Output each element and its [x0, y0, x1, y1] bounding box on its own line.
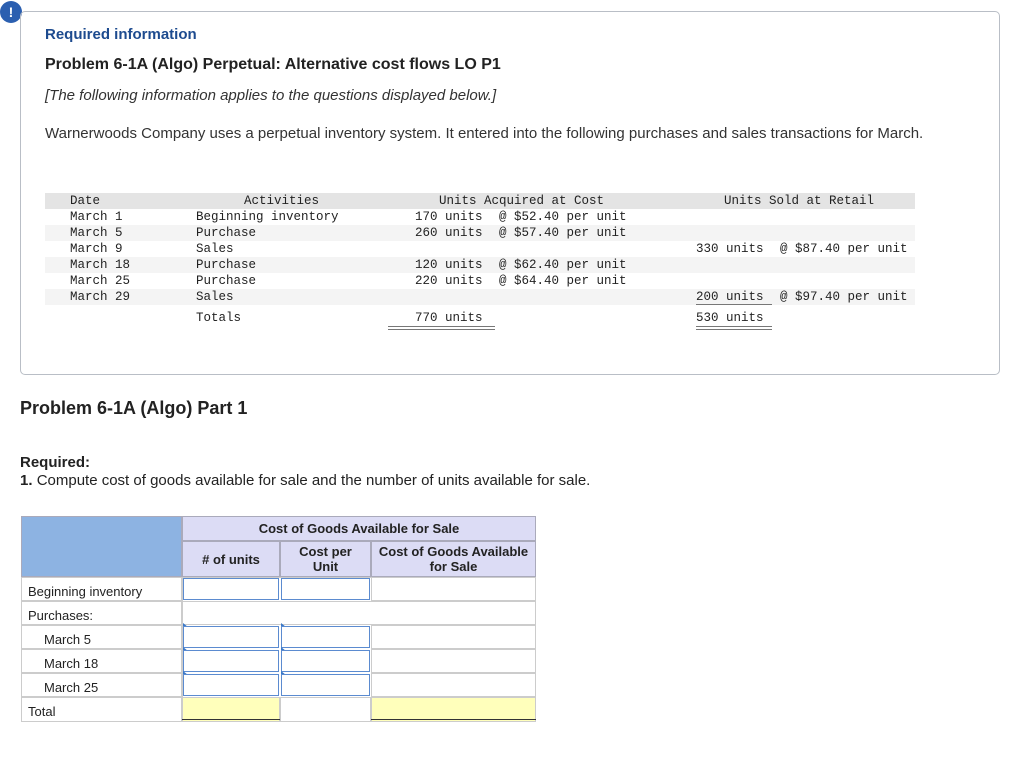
row-date: March 29	[70, 290, 131, 304]
col-header-date: Date	[70, 194, 101, 208]
row-acquired-units: 220 units	[415, 274, 483, 288]
cogas-cell-march5	[371, 625, 536, 649]
sold-underline	[696, 304, 772, 305]
required-info-heading: Required information	[45, 26, 197, 43]
col-cogas-header	[371, 541, 536, 577]
row-label-text: Total	[28, 704, 56, 719]
row-acquired-units: 170 units	[415, 210, 483, 224]
required-label: Required:	[20, 454, 91, 471]
col-units-label: # of units	[202, 551, 260, 567]
row-activity: Sales	[196, 290, 234, 304]
row-acquired-cost: @ $64.40 per unit	[499, 274, 627, 288]
units-input-beginning[interactable]	[183, 578, 279, 600]
row-sold-units: 330 units	[696, 242, 764, 256]
col-cogas-label: Cost of Goods Available for Sale	[378, 544, 529, 574]
totals-acquired: 770 units	[415, 311, 483, 325]
cost-per-unit-input-march5[interactable]	[281, 626, 370, 648]
row-label-text: Beginning inventory	[28, 584, 143, 599]
total-units-underline	[182, 719, 280, 720]
cost-of-goods-grid	[21, 516, 536, 722]
row-acquired-units: 260 units	[415, 226, 483, 240]
totals-acquired-double-underline	[388, 329, 495, 330]
problem-title: Problem 6-1A (Algo) Perpetual: Alternative cost flows LO P1	[45, 56, 501, 73]
row-date: March 1	[70, 210, 123, 224]
col-header-units-acquired: Units Acquired at Cost	[439, 194, 605, 208]
cogas-cell-march18	[371, 649, 536, 673]
row-date: March 9	[70, 242, 123, 256]
col-cost-per-unit-label: Cost per Unit	[299, 544, 352, 574]
grid-title-text: Cost of Goods Available for Sale	[258, 521, 460, 536]
required-text	[20, 472, 590, 489]
totals-sold-double-underline	[696, 329, 772, 330]
col-header-units-sold: Units Sold at Retail	[724, 194, 875, 208]
required-instruction: Compute cost of goods available for sale and the number of units available for sale.	[36, 472, 591, 489]
totals-acquired-double-underline	[388, 326, 495, 327]
row-date: March 25	[70, 274, 131, 288]
row-sold-units: 200 units	[696, 290, 764, 304]
row-acquired-cost: @ $62.40 per unit	[499, 258, 627, 272]
row-label-march25	[21, 673, 182, 697]
required-number: 1.	[20, 472, 33, 489]
cost-per-unit-input-beginning[interactable]	[281, 578, 370, 600]
totals-sold: 530 units	[696, 311, 764, 325]
col-header-activities: Activities	[244, 194, 320, 208]
row-label-purchases	[21, 601, 182, 625]
cogas-cell-march25	[371, 673, 536, 697]
row-label-text: March 18	[44, 656, 99, 671]
units-input-march5[interactable]	[183, 626, 279, 648]
intro-text: Warnerwoods Company uses a perpetual inventory system. It entered into the following purchases and sales transactions for March.	[45, 125, 924, 142]
grid-title	[182, 516, 536, 541]
row-date: March 18	[70, 258, 131, 272]
row-sold-price: @ $87.40 per unit	[780, 242, 908, 256]
row-acquired-cost: @ $52.40 per unit	[499, 210, 627, 224]
row-label-march5	[21, 625, 182, 649]
row-label-total	[21, 697, 182, 722]
units-input-march18[interactable]	[183, 650, 279, 672]
applies-note: [The following information applies to the questions displayed below.]	[45, 87, 497, 104]
grid-header-blank	[21, 516, 182, 577]
row-acquired-cost: @ $57.40 per unit	[499, 226, 627, 240]
part-title: Problem 6-1A (Algo) Part 1	[20, 398, 248, 418]
total-cogas-underline	[371, 719, 536, 720]
cost-per-unit-input-march18[interactable]	[281, 650, 370, 672]
row-label-march18	[21, 649, 182, 673]
row-date: March 5	[70, 226, 123, 240]
total-cost-per-unit-cell	[280, 697, 371, 722]
row-activity: Sales	[196, 242, 234, 256]
row-sold-price: @ $97.40 per unit	[780, 290, 908, 304]
transactions-table	[45, 180, 915, 340]
cost-per-unit-input-march25[interactable]	[281, 674, 370, 696]
row-activity: Purchase	[196, 258, 257, 272]
purchases-row-cells	[182, 601, 536, 625]
row-label-text: March 5	[44, 632, 91, 647]
totals-label: Totals	[196, 311, 242, 325]
row-activity: Beginning inventory	[196, 210, 339, 224]
row-activity: Purchase	[196, 274, 257, 288]
alert-icon: !	[0, 1, 22, 23]
row-acquired-units: 120 units	[415, 258, 483, 272]
col-units-header	[182, 541, 280, 577]
col-cost-per-unit-header	[280, 541, 371, 577]
row-label-text: March 25	[44, 680, 99, 695]
row-label-text: Purchases:	[28, 608, 94, 623]
row-activity: Purchase	[196, 226, 257, 240]
units-input-march25[interactable]	[183, 674, 279, 696]
cogas-cell-beginning	[371, 577, 536, 601]
totals-sold-double-underline	[696, 326, 772, 327]
row-label-beginning	[21, 577, 182, 601]
